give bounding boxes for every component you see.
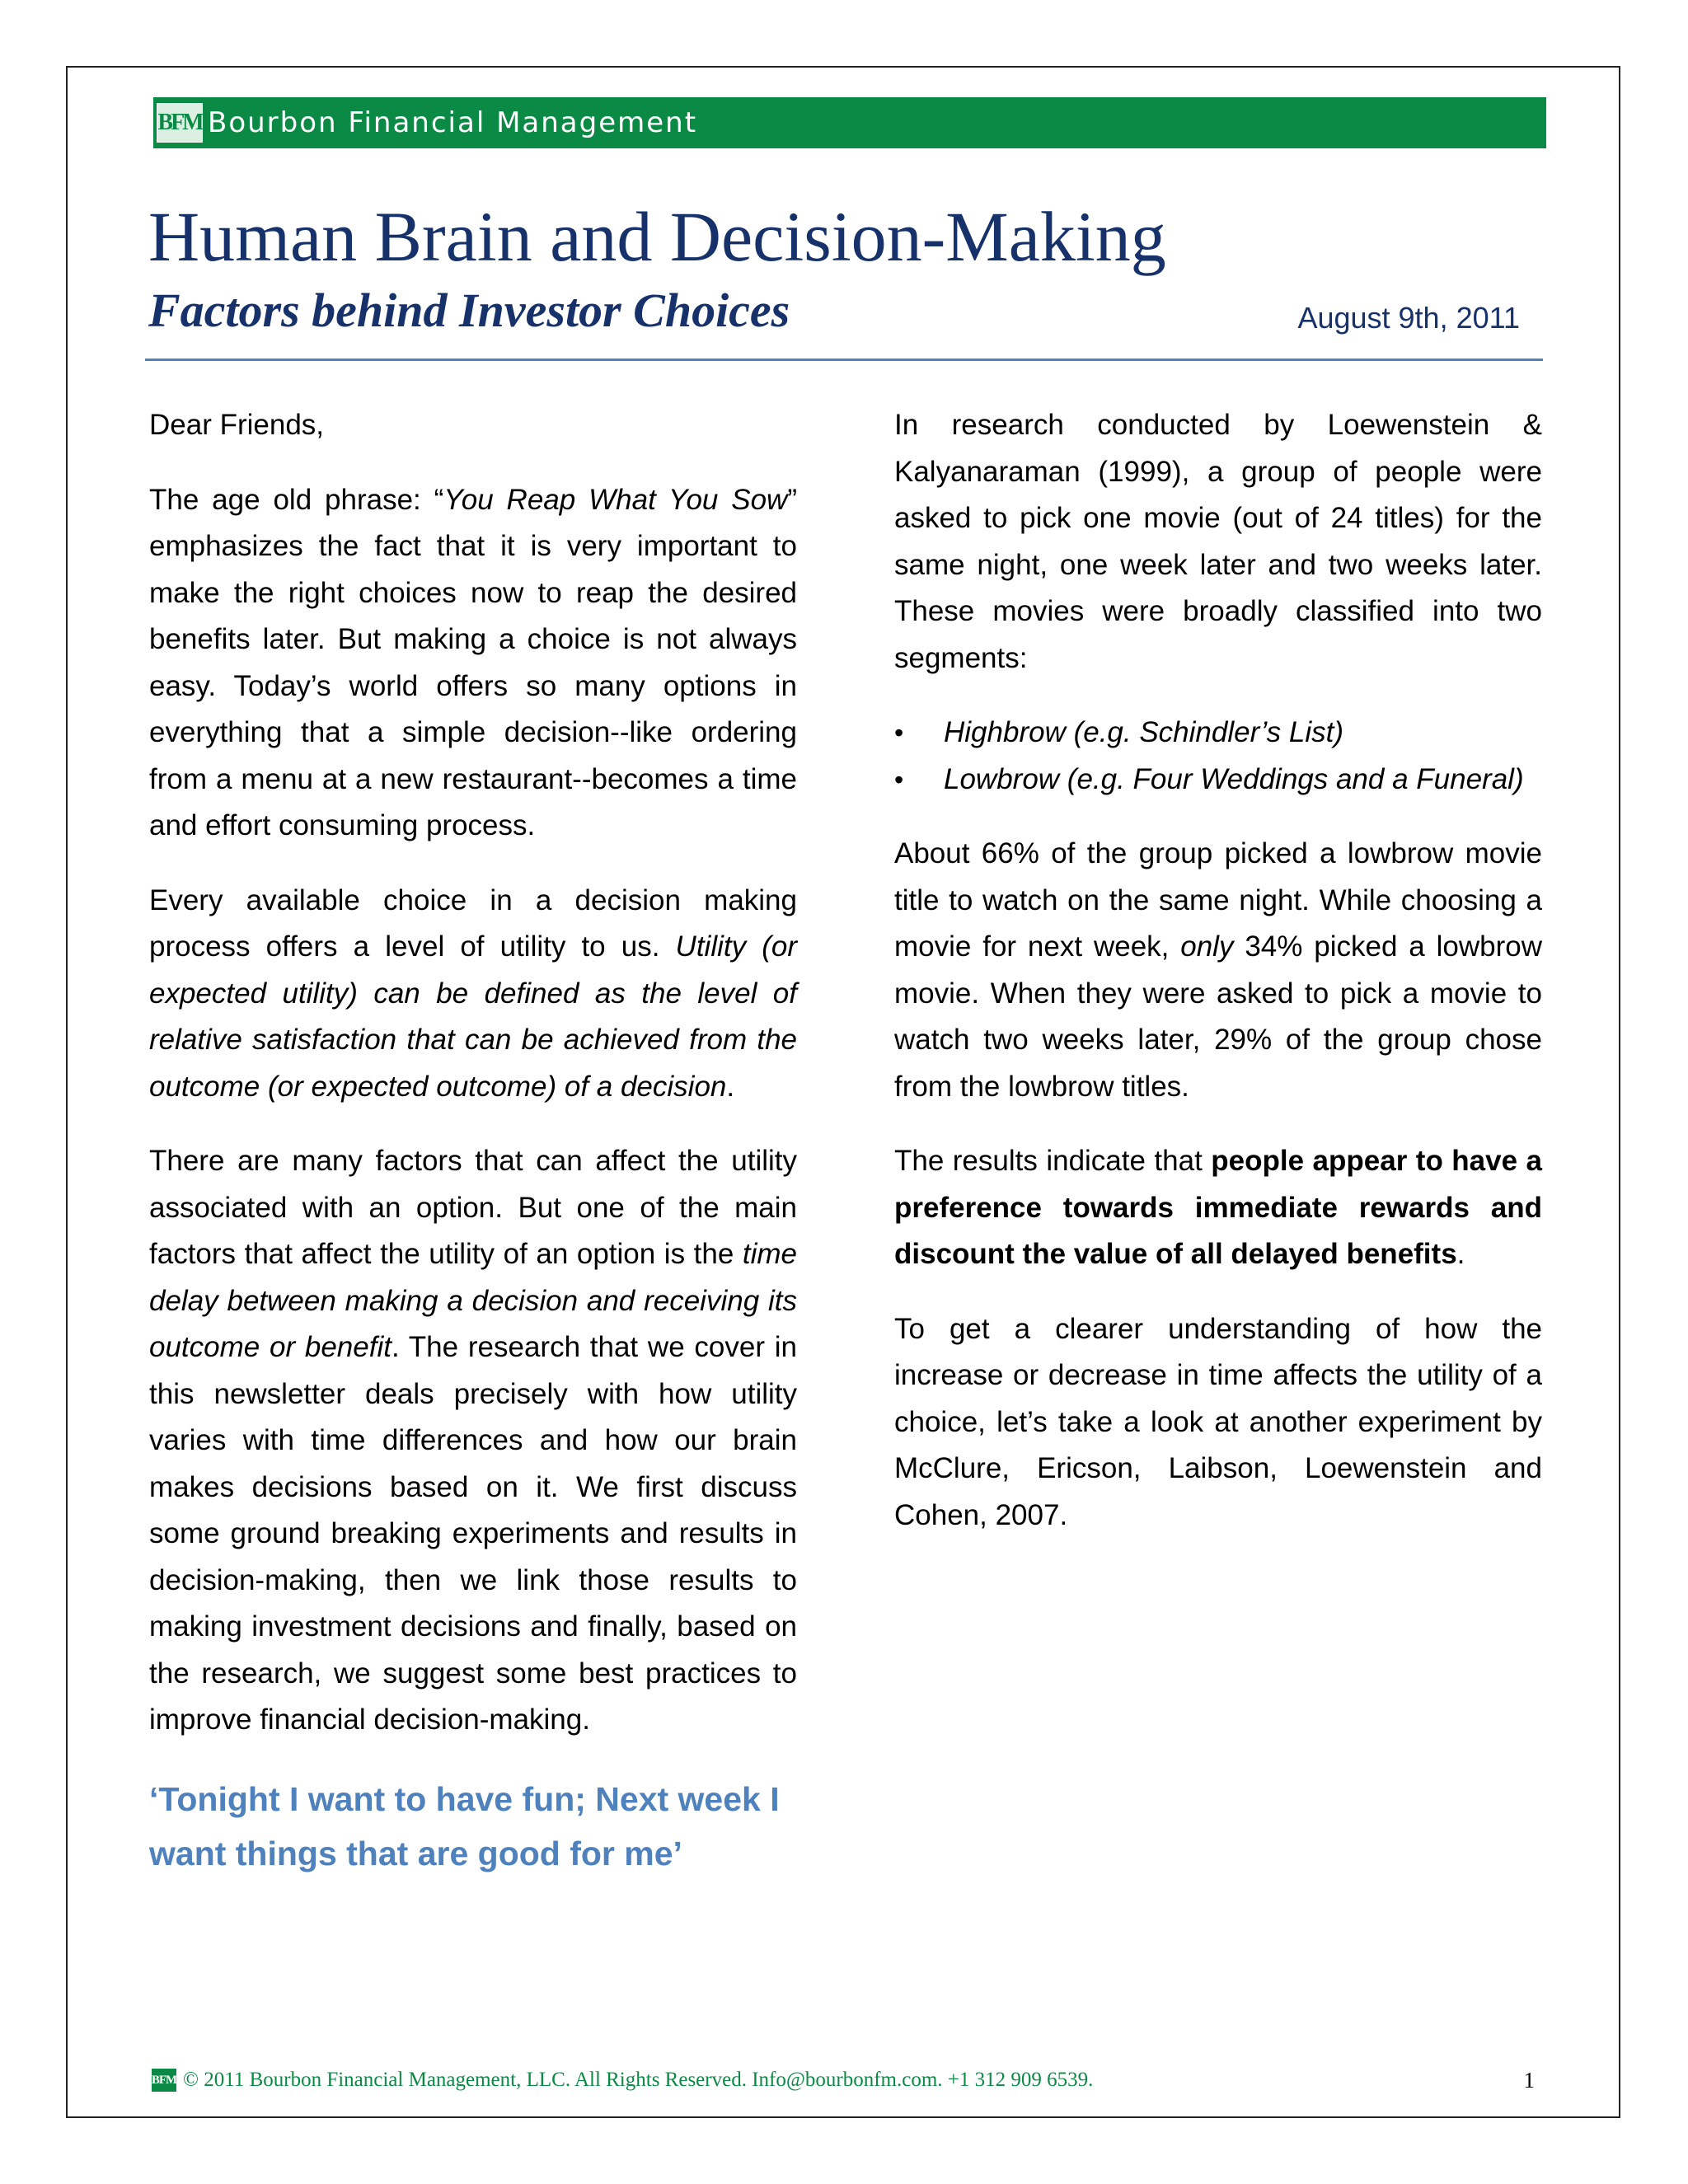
company-logo: BFM bbox=[157, 103, 203, 143]
phrase-quote: You Reap What You Sow bbox=[443, 483, 788, 516]
page-subtitle: Factors behind Investor Choices bbox=[148, 284, 790, 337]
utility-definition: Utility (or expected utility) can be defined as the level of relative satisfaction that can be achieved from the outcome (or expected outcome) of a decision bbox=[149, 930, 797, 1103]
footer-logo: BFM bbox=[152, 2069, 176, 2092]
left-column bbox=[149, 402, 797, 1909]
newsletter-date: August 9th, 2011 bbox=[1297, 301, 1520, 335]
list-item: • Highbrow (e.g. Schindler’s List) bbox=[944, 710, 1542, 757]
movie-segments-list bbox=[894, 710, 1542, 803]
paragraph-research: In research conducted by Loewenstein & Kalyanaraman (1999), a group of people were asked to pick one movie (out of 24 titles) for the same night, one week later and two weeks later. These movies were broadly classified into two segments: bbox=[894, 409, 1542, 674]
right-column bbox=[894, 402, 1542, 1567]
only-emphasis: only bbox=[1180, 930, 1234, 963]
list-item: • Lowbrow (e.g. Four Weddings and a Funeral) bbox=[944, 757, 1542, 804]
title-divider bbox=[145, 359, 1543, 361]
page-title: Human Brain and Decision-Making bbox=[148, 197, 1166, 276]
paragraph-intro: The age old phrase: “You Reap What You Sow” emphasizes the fact that it is very important to make the right choices now to reap the desired benefits later. But making a choice is not always easy. Today’s world offers so many options in everything that a simple decision--like ordering from a menu at a new restaurant--becomes a time and effort consuming process. bbox=[149, 483, 797, 841]
paragraph-next-experiment: To get a clearer understanding of how the increase or decrease in time affects the utility of a choice, let’s take a look at another experiment by McClure, Ericson, Laibson, Loewenstein and Cohen, 2007. bbox=[894, 1312, 1542, 1531]
copyright-text: © 2011 Bourbon Financial Management, LLC. All Rights Reserved. Info@bourbonfm.com. +1 312 909 6539. bbox=[183, 2069, 1094, 2091]
paragraph-results: About 66% of the group picked a lowbrow movie title to watch on the same night. While choosing a movie for next week, only 34% picked a lowbrow movie. When they were asked to pick a movie to watch two weeks later, 29% of the group chose from the lowbrow titles. bbox=[894, 837, 1542, 1103]
page-number: 1 bbox=[1523, 2067, 1535, 2093]
pull-quote: ‘Tonight I want to have fun; Next week I want things that are good for me’ bbox=[149, 1779, 780, 1872]
company-name: Bourbon Financial Management bbox=[208, 106, 698, 139]
salutation: Dear Friends, bbox=[149, 409, 325, 441]
paragraph-utility: Every available choice in a decision making process offers a level of utility to us. Utility (or expected utility) can be defined as the level of relative satisfaction that can be achieved from the outcome (or expected outcome) of a decision. bbox=[149, 883, 797, 1103]
time-delay-emphasis: time delay between making a decision and receiving its outcome or benefit bbox=[149, 1238, 797, 1363]
page-footer bbox=[152, 2067, 1545, 2093]
paragraph-factors: There are many factors that can affect the utility associated with an option. But one of the main factors that affect the utility of an option is the time delay between making a decision and receiving its outcome or benefit. The research that we cover in this newsletter deals precisely with how utility varies with time differences and how our brain makes decisions based on it. We first discuss some ground breaking experiments and results in decision-making, then we link those results to making investment decisions and finally, based on the research, we suggest some best practices to improve financial decision-making. bbox=[149, 1145, 797, 1736]
key-finding: people appear to have a preference towards immediate rewards and discount the value of all delayed benefits bbox=[894, 1145, 1542, 1270]
header-banner bbox=[153, 97, 1546, 148]
paragraph-conclusion: The results indicate that people appear to have a preference towards immediate rewards and discount the value of all delayed benefits. bbox=[894, 1145, 1542, 1270]
